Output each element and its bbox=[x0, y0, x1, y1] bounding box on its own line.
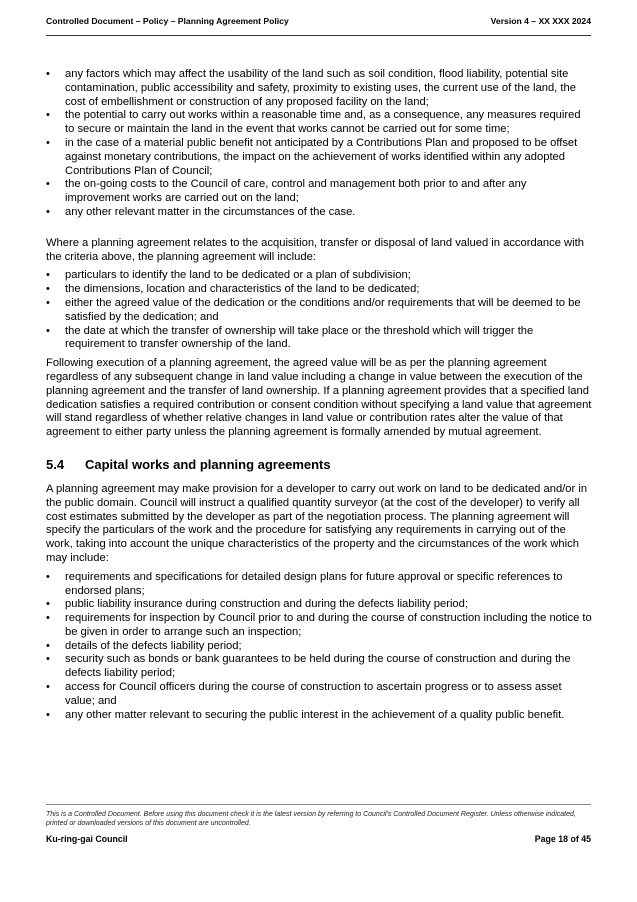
bullet-icon: • bbox=[46, 653, 50, 666]
list-item: • public liability insurance during construction and during the defects liability period; bbox=[46, 598, 468, 611]
page-footer bbox=[46, 834, 591, 844]
footer-page-number: Page 18 of 45 bbox=[534, 834, 591, 844]
land-factors-list bbox=[46, 68, 592, 220]
controlled-document-notice: This is a Controlled Document. Before using this document check it is the latest version by referring to Council's Controlled Document Register. Unless otherwise indicated, printed or downloaded versions of this document are uncontrolled. bbox=[46, 811, 576, 828]
list-item: • in the case of a material public benefit not anticipated by a Contributions Plan and proposed to be offset against monetary contributions, the impact on the achievement of works identified within any adopted Contributions Plan of Council; bbox=[46, 136, 578, 177]
list-item: • details of the defects liability period; bbox=[46, 639, 242, 652]
capital-works-paragraph: A planning agreement may make provision for a developer to carry out work on land to be dedicated and/or in the public domain. Council will instruct a qualified quantity surveyor (at the cost of the developer) to verify all cost estimates submitted by the developer as part of the negotiation process. The planning agreement will specify the particulars of the work and the procedure for satisfying any requirements in carrying out of the work, taking into account the unique characteristics of the property and the circumstances of the work which may include: bbox=[46, 482, 588, 564]
bullet-icon: • bbox=[46, 136, 50, 149]
bullet-icon: • bbox=[46, 269, 50, 282]
bullet-icon: • bbox=[46, 296, 50, 309]
section-title: Capital works and planning agreements bbox=[85, 456, 331, 472]
header-document-title: Controlled Document – Policy – Planning Agreement Policy bbox=[46, 16, 289, 26]
footer-divider bbox=[46, 804, 591, 805]
footer-organisation: Ku-ring-gai Council bbox=[46, 834, 128, 844]
list-item: • particulars to identify the land to be dedicated or a plan of subdivision; bbox=[46, 269, 411, 282]
list-item: • the on-going costs to the Council of care, control and management both prior to and after any improvement works are carried out on the land; bbox=[46, 178, 527, 205]
bullet-icon: • bbox=[46, 598, 50, 611]
list-item: • any other relevant matter in the circumstances of the case. bbox=[46, 205, 356, 218]
list-item: • access for Council officers during the course of construction to ascertain progress or to assess asset value; and bbox=[46, 681, 562, 707]
land-acquisition-paragraph: Where a planning agreement relates to the acquisition, transfer or disposal of land valued in accordance with the criteria above, the planning agreement will include: bbox=[46, 236, 584, 263]
bullet-icon: • bbox=[46, 708, 50, 721]
list-item: • requirements for inspection by Council prior to and during the course of construction including the notice to be given in order to arrange such an inspection; bbox=[46, 612, 592, 638]
bullet-icon: • bbox=[46, 68, 50, 80]
list-item: • the potential to carry out works within a reasonable time and, as a consequence, any measures required to secure or maintain the land in the event that works cannot be carried out for some time; bbox=[46, 109, 581, 136]
agreed-value-paragraph: Following execution of a planning agreement, the agreed value will be as per the planning agreement regardless of any subsequent change in land value including a change in value between the execution of the planning agreement and the transfer of land ownership. If a planning agreement provides that a specified land dedication satisfies a required contribution or consent condition without specifying a land value that agreement will stand regardless of whether relative changes in land value or contribution rates alter the value of that agreement to either party unless the planning agreement is formally amended by mutual agreement. bbox=[46, 357, 592, 439]
list-item: • the date at which the transfer of ownership will take place or the threshold which will trigger the requirement to transfer ownership of the land. bbox=[46, 324, 534, 351]
bullet-icon: • bbox=[46, 178, 50, 191]
list-item: • the dimensions, location and characteristics of the land to be dedicated; bbox=[46, 283, 420, 296]
bullet-icon: • bbox=[46, 324, 50, 337]
section-heading bbox=[46, 457, 592, 473]
body-content bbox=[46, 68, 592, 722]
list-item: • any factors which may affect the usability of the land such as soil condition, flood liability, potential site contamination, public accessibility and safety, proximity to existing uses, the current use of the land, the cost of embellishment or construction of any proposed facility on the land; bbox=[46, 68, 576, 108]
list-item: • security such as bonds or bank guarantees to be held during the course of construction and during the defects liability period; bbox=[46, 653, 571, 680]
capital-works-list bbox=[46, 571, 592, 723]
bullet-icon: • bbox=[46, 681, 50, 694]
bullet-icon: • bbox=[46, 109, 50, 122]
bullet-icon: • bbox=[46, 612, 50, 625]
page-header bbox=[46, 16, 591, 36]
bullet-icon: • bbox=[46, 283, 50, 296]
section-number: 5.4 bbox=[46, 456, 65, 472]
bullet-icon: • bbox=[46, 570, 50, 583]
list-item: • either the agreed value of the dedication or the conditions and/or requirements that will be deemed to be satisfied by the dedication; and bbox=[46, 296, 581, 323]
header-version: Version 4 – XX XXX 2024 bbox=[490, 16, 591, 26]
list-item: • requirements and specifications for detailed design plans for future approval or specific references to endorsed plans; bbox=[46, 570, 563, 597]
bullet-icon: • bbox=[46, 639, 50, 652]
bullet-icon: • bbox=[46, 205, 50, 218]
agreement-inclusions-list bbox=[46, 269, 592, 352]
list-item: • any other matter relevant to securing the public interest in the achievement of a quality public benefit. bbox=[46, 708, 565, 721]
